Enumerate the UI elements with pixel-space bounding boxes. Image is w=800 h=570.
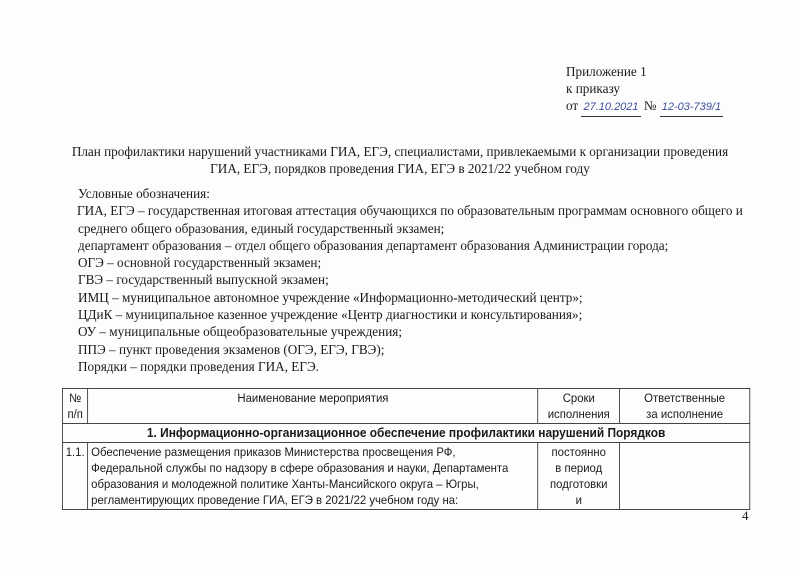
header-responsible: Ответственные за исполнение: [620, 389, 750, 424]
handwritten-number: 12-03-739/1: [660, 99, 723, 117]
legend-line: ГВЭ – государственный выпускной экзамен;: [78, 272, 329, 288]
legend-line: Порядки – порядки проведения ГИА, ЕГЭ.: [78, 358, 319, 374]
title-line: План профилактики нарушений участниками ГИА, ЕГЭ, специалистами, привлекаемыми к организации проведения: [71, 144, 729, 159]
legend-line: ИМЦ – муниципальное автономное учреждение «Информационно-методический центр»;: [78, 289, 583, 305]
to-order-label: к приказу: [566, 81, 620, 96]
table-row: [62, 443, 749, 510]
number-label: №: [643, 98, 657, 113]
section-title: 1. Информационно-организационное обеспечение профилактики нарушений Порядков: [62, 424, 749, 443]
order-reference: [566, 97, 723, 117]
from-label: от: [566, 98, 579, 113]
legend: [78, 185, 778, 375]
document-title: [0, 143, 800, 177]
plan-table: [62, 388, 750, 510]
row-deadline: постоянно в период подготовки и: [538, 443, 620, 510]
handwritten-date: 27.10.2021: [581, 99, 640, 117]
legend-line: ППЭ – пункт проведения экзаменов (ОГЭ, ЕГЭ, ГВЭ);: [78, 341, 385, 357]
legend-line: ОГЭ – основной государственный экзамен;: [78, 255, 322, 271]
appendix-label: Приложение 1: [566, 64, 647, 79]
row-num: 1.1.: [62, 443, 87, 510]
legend-line: ОУ – муниципальные общеобразовательные учреждения;: [78, 324, 402, 340]
legend-heading: Условные обозначения:: [78, 186, 210, 201]
table-header-row: [62, 389, 749, 424]
section-row: [62, 424, 749, 443]
header-deadline: Сроки исполнения: [538, 389, 620, 424]
title-line: ГИА, ЕГЭ, порядков проведения ГИА, ЕГЭ в 2021/22 учебном году: [210, 161, 590, 176]
row-name: Обеспечение размещения приказов Министерства просвещения РФ, Федеральной службы по надзору в сфере образования и науки, Департамента образования и молодежной политике Ханты-Мансийского округа – Югры, регламентирующих проведение ГИА, ЕГЭ в 2021/22 учебном году на:: [88, 443, 538, 510]
header-name: Наименование мероприятия: [88, 389, 538, 424]
legend-line: среднего общего образования, единый государственный экзамен;: [78, 220, 445, 236]
header-num: № п/п: [62, 389, 87, 424]
page-number: 4: [742, 508, 749, 523]
legend-line: ЦДиК – муниципальное казенное учреждение «Центр диагностики и консультирования»;: [78, 307, 583, 323]
row-responsible: [620, 443, 750, 510]
legend-line: ГИА, ЕГЭ – государственная итоговая аттестация обучающихся по образовательным программам основного общего и: [77, 203, 743, 219]
legend-line: департамент образования – отдел общего образования департамент образования Администрации города;: [78, 237, 669, 253]
